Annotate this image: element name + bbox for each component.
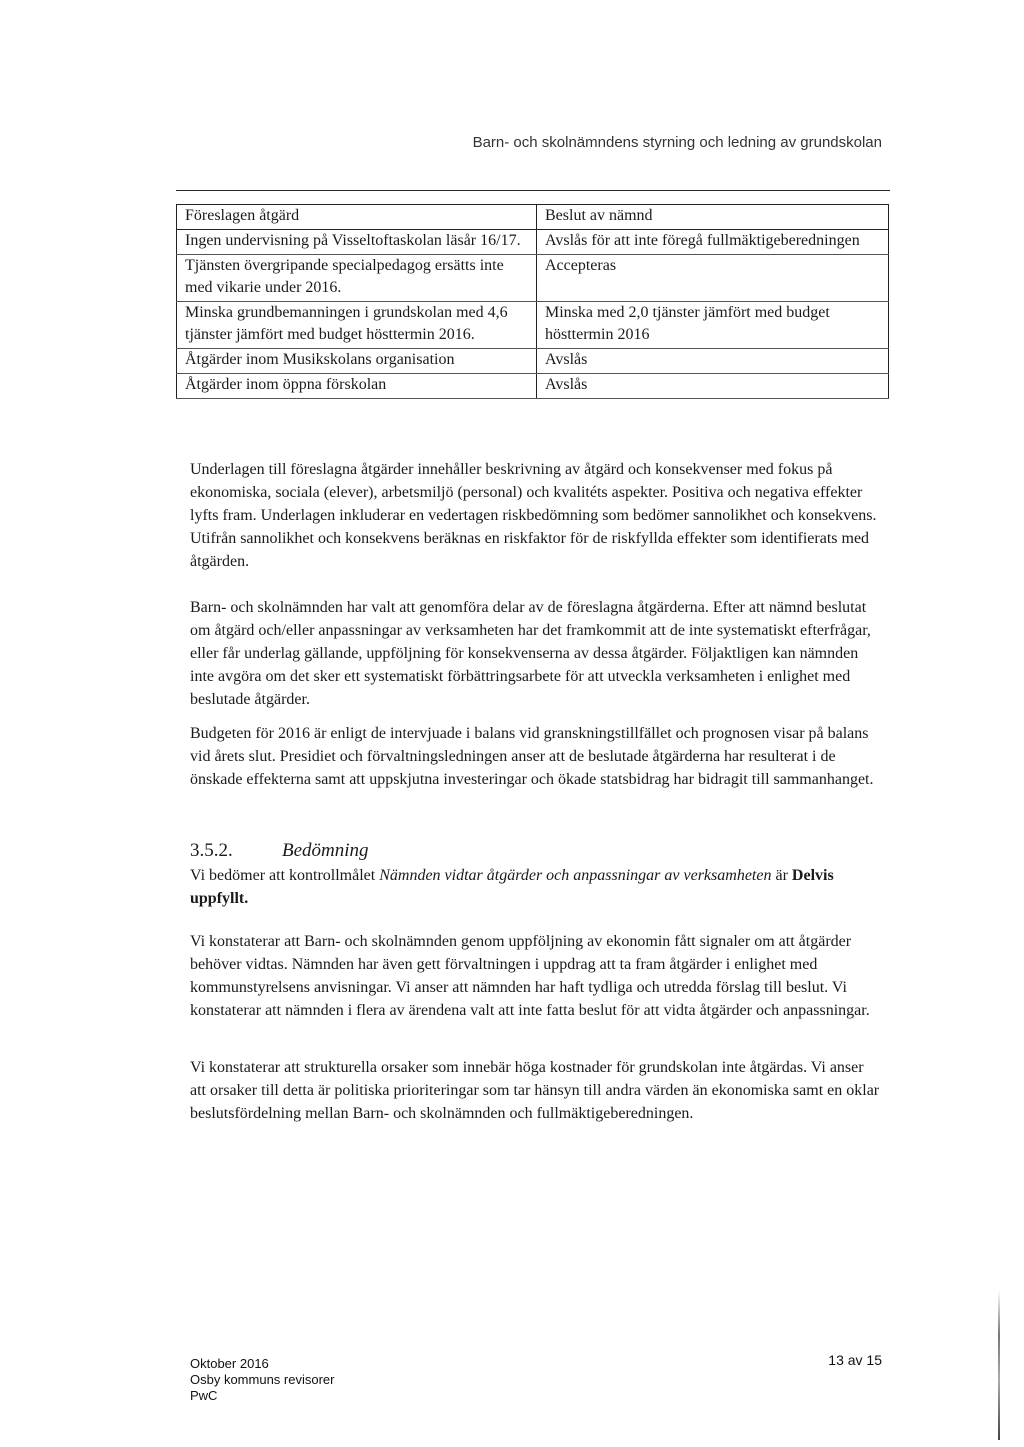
- table-cell-decision: Avslås för att inte föregå fullmäktigeberedningen: [537, 230, 889, 255]
- section-number: 3.5.2.: [190, 840, 233, 861]
- table-cell-decision: Minska med 2,0 tjänster jämfört med budget hösttermin 2016: [537, 302, 889, 349]
- table-row: [177, 230, 889, 255]
- table-cell-measure: Åtgärder inom Musikskolans organisation: [177, 349, 537, 374]
- control-goal: Nämnden vidtar åtgärder och anpassningar av verksamheten: [379, 867, 772, 884]
- footer-date: Oktober 2016: [190, 1356, 269, 1371]
- table-cell-decision: Accepteras: [537, 255, 889, 302]
- paragraph-assessment: [190, 864, 880, 910]
- column-header-decision: Beslut av nämnd: [537, 205, 889, 230]
- section-heading: [190, 840, 880, 862]
- page-number: 13 av 15: [828, 1352, 882, 1368]
- paragraph-measures-basis: Underlagen till föreslagna åtgärder innehåller beskrivning av åtgärd och konsekvenser med fokus på ekonomiska, sociala (elever), arbetsmiljö (personal) och kvalitéts aspekter. Positiva och negativa effekter lyfts fram. Underlagen inkluderar en vedertagen riskbedömning som bedömer sannolikhet och konsekvens. Utifrån sannolikhet och konsekvens beräknas en riskfaktor för de riskfyllda effekter som identifierats med åtgärden.: [190, 461, 877, 570]
- table-row: [177, 374, 889, 399]
- column-header-measure: Föreslagen åtgärd: [177, 205, 537, 230]
- paragraph-findings: Vi konstaterar att Barn- och skolnämnden genom uppföljning av ekonomin fått signaler om att åtgärder behöver vidtas. Nämnden har även gett förvaltningen i uppdrag att ta fram åtgärder i enlighet med kommunstyrelsens anvisningar. Vi anser att nämnden har haft tydliga och utredda förslag till beslut. Vi konstaterar att nämnden i flera av ärendena valt att inte fatta beslut för att vidta åtgärder och anpassningar.: [190, 933, 870, 1019]
- table-cell-decision: Avslås: [537, 374, 889, 399]
- assessment-lead: Vi bedömer att kontrollmålet: [190, 867, 380, 884]
- table-cell-measure: Åtgärder inom öppna förskolan: [177, 374, 537, 399]
- running-header: Barn- och skolnämndens styrning och ledning av grundskolan: [472, 134, 882, 151]
- paragraph-structural-causes: Vi konstaterar att strukturella orsaker som innebär höga kostnader för grundskolan inte åtgärdas. Vi anser att orsaker till detta är politiska prioriteringar som tar hänsyn till andra värden än ekonomiska samt en oklar beslutsfördelning mellan Barn- och skolnämnden och fullmäktigeberedningen.: [190, 1059, 880, 1122]
- table-row: [177, 302, 889, 349]
- page-footer: [190, 1352, 882, 1404]
- footer-org: Osby kommuns revisorer: [190, 1372, 335, 1387]
- table-row: [177, 255, 889, 302]
- footer-firm: PwC: [190, 1388, 218, 1403]
- table-header-row: [177, 205, 889, 230]
- assessment-mid: är: [771, 867, 792, 884]
- table-cell-measure: Minska grundbemanningen i grundskolan med 4,6 tjänster jämfört med budget hösttermin 2016.: [177, 302, 537, 349]
- paragraph-budget-balance: Budgeten för 2016 är enligt de intervjuade i balans vid granskningstillfället och prognosen visar på balans vid årets slut. Presidiet och förvaltningsledningen anser att de beslutade åtgärderna har resulterat i de önskade effekterna samt att uppskjutna investeringar och ökade statsbidrag har bidragit till sammanhanget.: [190, 725, 874, 788]
- table-cell-decision: Avslås: [537, 349, 889, 374]
- paragraph-board-decisions: Barn- och skolnämnden har valt att genomföra delar av de föreslagna åtgärderna. Efter att nämnd beslutat om åtgärd och/eller anpassningar av verksamheten har det framkommit att de inte systematiskt efterfrågar, eller får underlag gällande, uppföljning för konsekvenserna av dessa åtgärder. Följaktligen kan nämnden inte avgöra om det sker ett systematiskt förbättringsarbete för att utveckla verksamheten i enlighet med beslutade åtgärder.: [190, 599, 871, 708]
- table-top-rule: [176, 190, 890, 191]
- assessment-verdict: Delvis uppfyllt.: [190, 867, 834, 907]
- table-row: [177, 349, 889, 374]
- scan-edge-artifact: [998, 1290, 1000, 1440]
- table-cell-measure: Tjänsten övergripande specialpedagog ersätts inte med vikarie under 2016.: [177, 255, 537, 302]
- section-title: Bedömning: [282, 840, 369, 861]
- table-cell-measure: Ingen undervisning på Visseltoftaskolan läsår 16/17.: [177, 230, 537, 255]
- measures-table: [176, 204, 889, 399]
